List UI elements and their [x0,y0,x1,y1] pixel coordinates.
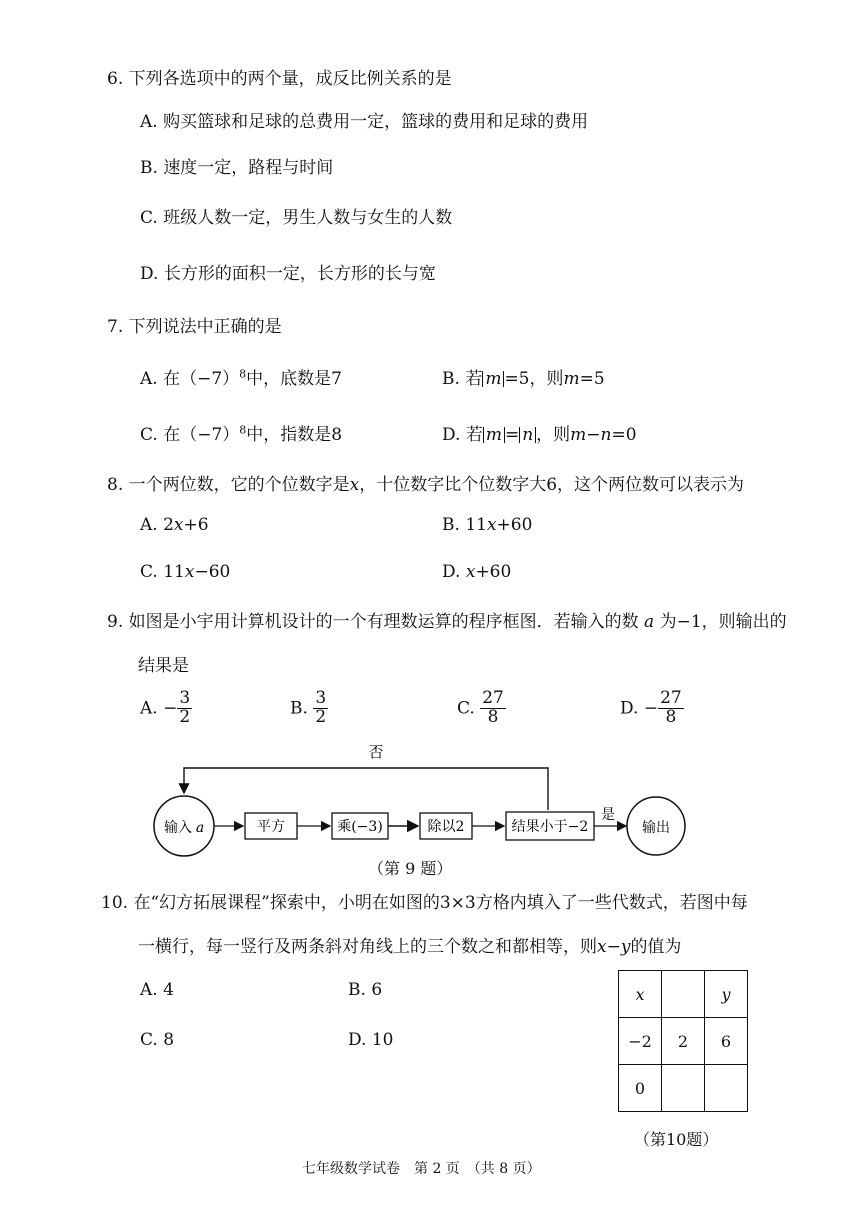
q8-option-a: A. 2x+6 [140,515,209,535]
fraction: $\frac{27}{8}$ [660,688,682,727]
input-var: a [195,820,205,836]
q10-option-a: A. 4 [140,980,174,1000]
absolute-value-bars: m [482,371,504,387]
q10-stem-cont: 一横行，每一竖行及两条斜对角线上的三个数之和都相等，则x−y的值为 [138,937,682,957]
grid-cell: 6 [705,1018,748,1065]
q8-option-d: D. x+60 [442,562,512,582]
grid-cell [705,1065,748,1112]
fraction: $\frac{27}{8}$ [482,688,504,727]
q7-stem: 7. 下列说法中正确的是 [107,317,282,337]
q6-option-d: D. 长方形的面积一定，长方形的长与宽 [140,264,436,284]
program-flowchart [140,738,700,858]
q7-option-c: C. 在$(-7)^8$中，指数是8 [140,423,343,445]
grid-cell: x [619,971,662,1018]
yes-label: 是 [601,807,615,823]
grid-cell [662,1065,705,1112]
input-label: 输入 [164,820,192,836]
q10-option-d: D. 10 [348,1030,394,1050]
square-label: 平方 [257,819,285,835]
page-footer: 七年级数学试卷 第 2 页 （共 8 页） [302,1161,541,1177]
absolute-value-bars: n [519,427,536,443]
divide-label: 除以2 [427,819,465,835]
grid-cell: 0 [619,1065,662,1112]
q8-stem: 8. 一个两位数，它的个位数字是x，十位数字比个位数字大6，这个两位数可以表示为 [107,475,745,495]
q9-stem-cont: 结果是 [138,656,189,676]
q9-stem: 9. 如图是小宇用计算机设计的一个有理数运算的程序框图．若输入的数 a 为−1，则输出的 [107,612,787,632]
no-loop-arrow [184,768,548,810]
q6-option-a: A. 购买篮球和足球的总费用一定，篮球的费用和足球的费用 [140,112,589,132]
fraction: $\frac{3}{2}$ [179,688,191,727]
output-label: 输出 [642,820,670,836]
q6-stem: 6. 下列各选项中的两个量，成反比例关系的是 [107,69,452,89]
q9-option-d: D. − $\frac{27}{8}$ [620,688,682,727]
q9-option-a: A. − $\frac{3}{2}$ [140,688,191,727]
q10-caption: （第10题） [634,1130,719,1149]
q6-option-c: C. 班级人数一定，男生人数与女生的人数 [140,208,453,228]
q6-option-b: B. 速度一定，路程与时间 [140,158,334,178]
q7-option-d: D. 若 m = n ，则m−n=0 [442,425,637,445]
q10-stem: 10. 在“幻方拓展课程”探索中，小明在如图的3×3方格内填入了一些代数式，若图中每 [101,893,748,913]
q10-option-c: C. 8 [140,1030,175,1050]
q9-option-c: C. $\frac{27}{8}$ [457,688,504,727]
q9-caption: （第 9 题） [368,859,453,878]
magic-square-grid [618,970,748,1112]
no-label: 否 [368,743,384,761]
grid-cell: y [705,971,748,1018]
grid-cell: 2 [662,1018,705,1065]
q10-option-b: B. 6 [348,980,383,1000]
q7-option-b: B. 若 m =5，则m=5 [442,369,605,389]
fraction: $\frac{3}{2}$ [315,688,327,727]
q7-option-a: A. 在$(-7)^8$中，底数是7 [140,367,342,389]
grid-cell: −2 [619,1018,662,1065]
multiply-label: 乘(−3) [337,819,383,835]
q9-option-b: B. $\frac{3}{2}$ [290,688,327,727]
q8-option-b: B. 11x+60 [442,515,533,535]
q8-option-c: C. 11x−60 [140,562,231,582]
condition-label: 结果小于−2 [511,819,589,835]
grid-cell [662,971,705,1018]
absolute-value-bars: m [483,427,505,443]
